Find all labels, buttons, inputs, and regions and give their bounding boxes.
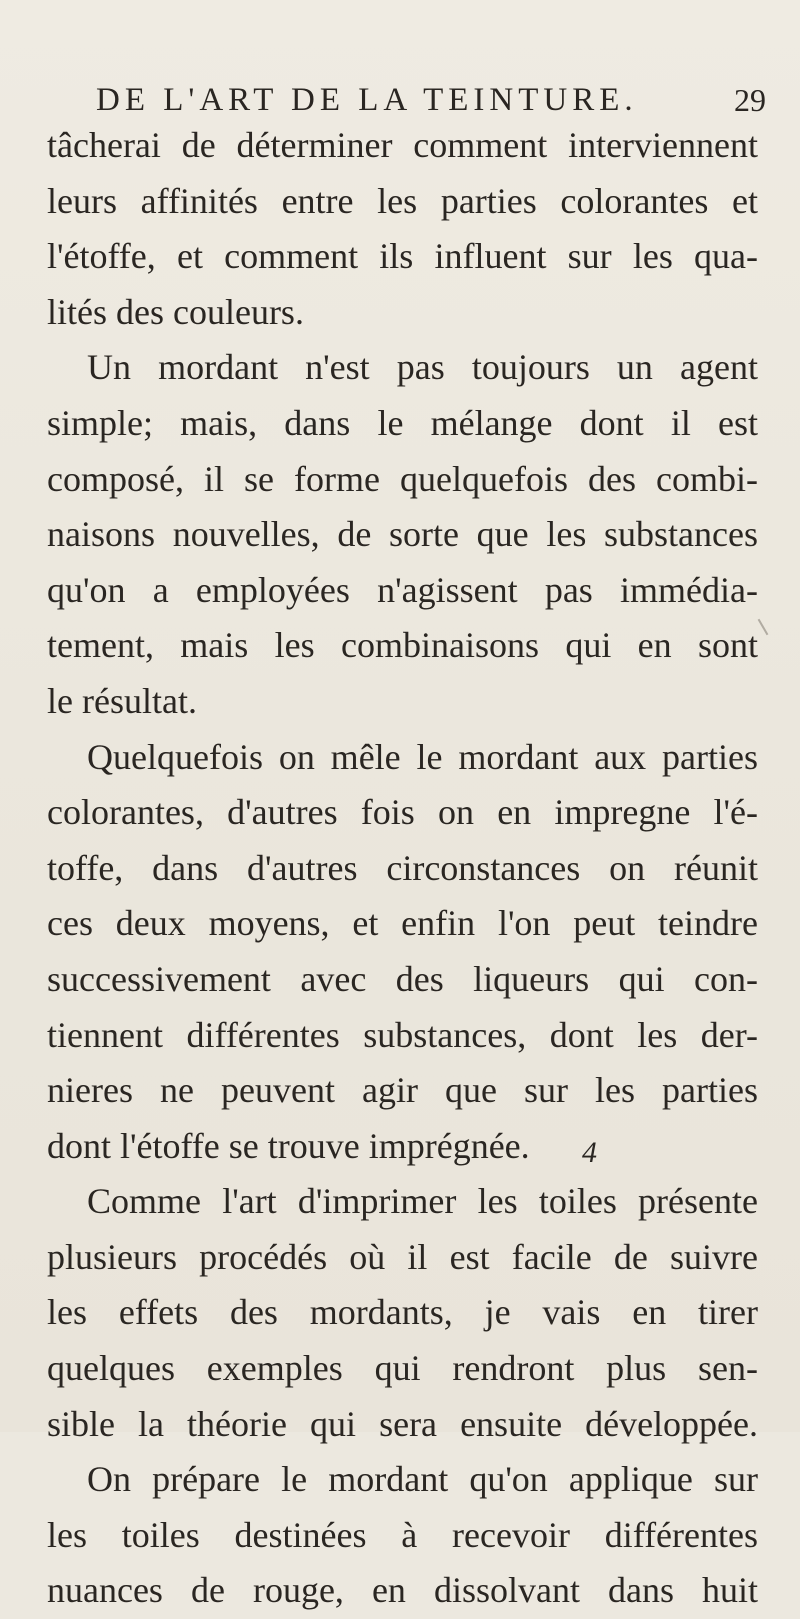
- text-line: successivement avec des liqueurs qui con-: [47, 958, 758, 999]
- text-line: tâcherai de déterminer comment interviennent: [47, 125, 758, 165]
- text-line: sible la théorie qui sera ensuite développée.: [47, 1403, 758, 1444]
- text-line: le résultat.: [47, 680, 197, 721]
- body-text: [47, 118, 758, 1619]
- text-line: Quelquefois on mêle le mordant aux parties: [87, 736, 758, 777]
- text-line: tement, mais les combinaisons qui en sont: [47, 625, 758, 666]
- text-line: colorantes, d'autres fois on en impregne l'é-: [47, 792, 758, 833]
- text-line: l'étoffe, et comment ils influent sur les qua-: [47, 236, 758, 277]
- text-line: naisons nouvelles, de sorte que les substances: [47, 514, 758, 555]
- page-number: 29: [734, 82, 766, 118]
- text-line: quelques exemples qui rendront plus sen-: [47, 1348, 758, 1389]
- text-line: les toiles destinées à recevoir différentes: [47, 1514, 758, 1555]
- text-line: Un mordant n'est pas toujours un agent: [87, 347, 758, 388]
- stray-ink-mark: [758, 619, 769, 636]
- text-line: composé, il se forme quelquefois des combi-: [47, 458, 758, 499]
- text-line: les effets des mordants, je vais en tirer: [47, 1292, 758, 1333]
- text-line: dont l'étoffe se trouve imprégnée.: [47, 1125, 530, 1166]
- signature-mark: 4: [582, 1136, 597, 1169]
- text-line: On prépare le mordant qu'on applique sur: [87, 1459, 758, 1500]
- text-line: simple; mais, dans le mélange dont il est: [47, 402, 758, 443]
- text-line: nuances de rouge, en dissolvant dans huit: [47, 1570, 758, 1611]
- text-line: plusieurs procédés où il est facile de suivre: [47, 1236, 758, 1277]
- text-line: lités des couleurs.: [47, 291, 304, 332]
- text-line: nieres ne peuvent agir que sur les parties: [47, 1070, 758, 1111]
- page-header: [96, 78, 774, 122]
- text-line: Comme l'art d'imprimer les toiles présente: [87, 1181, 758, 1222]
- text-line: leurs affinités entre les parties colorantes et: [47, 180, 758, 221]
- text-line: toffe, dans d'autres circonstances on réunit: [47, 847, 758, 888]
- text-line: tiennent différentes substances, dont les der-: [47, 1014, 758, 1055]
- text-line: qu'on a employées n'agissent pas immédia-: [47, 569, 758, 610]
- running-title: DE L'ART DE LA TEINTURE.: [96, 81, 638, 118]
- text-line: ces deux moyens, et enfin l'on peut teindre: [47, 903, 758, 944]
